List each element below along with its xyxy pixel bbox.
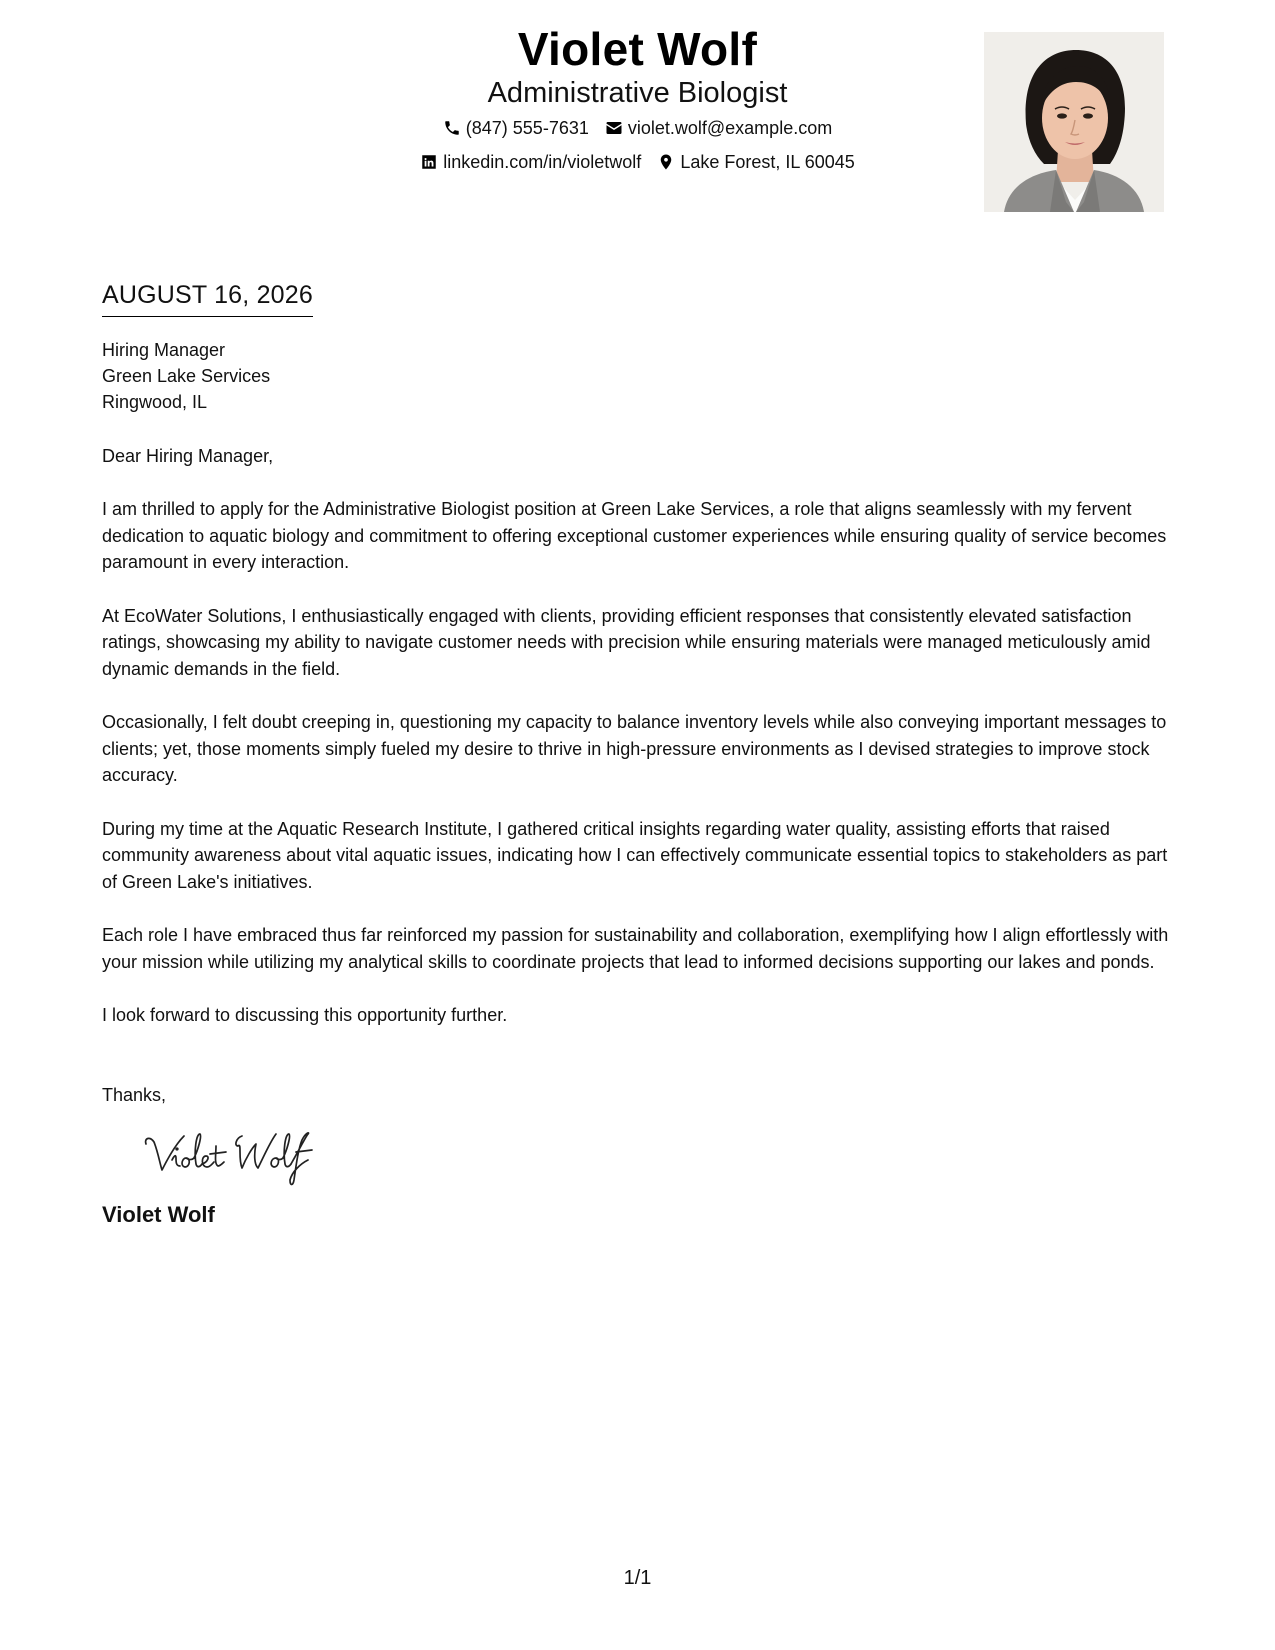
body-paragraph: During my time at the Aquatic Research Institute, I gathered critical insights regarding water quality, assisting efforts that raised community awareness about vital aquatic issues, indicating how I can effectively communicate essential topics to stakeholders as part of Green Lake's initiatives.: [102, 818, 1168, 892]
body-paragraph: Occasionally, I felt doubt creeping in, questioning my capacity to balance inventory levels while also conveying important messages to clients; yet, those moments simply fueled my desire to thrive in high-pressure environments as I devised strategies to improve stock accuracy.: [102, 712, 1167, 785]
salutation: Dear Hiring Manager,: [102, 446, 274, 466]
linkedin-url: linkedin.com/in/violetwolf: [443, 152, 642, 172]
map-pin-icon: [657, 153, 675, 171]
contact-linkedin: [420, 146, 641, 178]
page-number: 1/1: [623, 1567, 652, 1589]
phone-icon: [443, 119, 461, 137]
profile-photo: [984, 32, 1164, 212]
body-paragraph: I am thrilled to apply for the Administrative Biologist position at Green Lake Services, a role that aligns seamlessly with my fervent dedication to aquatic biology and commitment to offering exceptional customer experiences while ensuring quality of service becomes paramount in every interaction.: [102, 499, 1167, 572]
letter-date: AUGUST 16, 2026: [102, 278, 313, 317]
body-paragraph: I look forward to discussing this opportunity further.: [102, 1005, 508, 1025]
recipient-block: [102, 337, 1172, 415]
handwritten-signature: [140, 1122, 340, 1192]
recipient-line: Ringwood, IL: [102, 392, 208, 412]
envelope-icon: [605, 119, 623, 137]
recipient-line: Hiring Manager: [102, 340, 226, 360]
closing: Thanks,: [102, 1084, 167, 1105]
phone-number: (847) 555-7631: [465, 118, 589, 138]
signer-name: Violet Wolf: [102, 1201, 215, 1227]
letter-body: [102, 278, 1172, 1230]
applicant-title: Administrative Biologist: [487, 77, 788, 109]
linkedin-icon: [420, 153, 438, 171]
contact-email: [605, 112, 832, 144]
contact-location: [657, 146, 854, 178]
contact-phone: [443, 112, 589, 144]
email-address: violet.wolf@example.com: [627, 118, 833, 138]
applicant-name: Violet Wolf: [517, 23, 758, 75]
recipient-line: Green Lake Services: [102, 366, 271, 386]
body-paragraph: At EcoWater Solutions, I enthusiastically engaged with clients, providing efficient responses that consistently elevated satisfaction ratings, showcasing my ability to navigate customer needs with precision while ensuring materials were managed meticulously amid dynamic demands in the field.: [102, 605, 1151, 679]
body-paragraph: Each role I have embraced thus far reinforced my passion for sustainability and collaboration, exemplifying how I align effortlessly with your mission while utilizing my analytical skills to coordinate projects that lead to informed decisions supporting our lakes and ponds.: [102, 925, 1169, 972]
location-text: Lake Forest, IL 60045: [680, 152, 855, 172]
